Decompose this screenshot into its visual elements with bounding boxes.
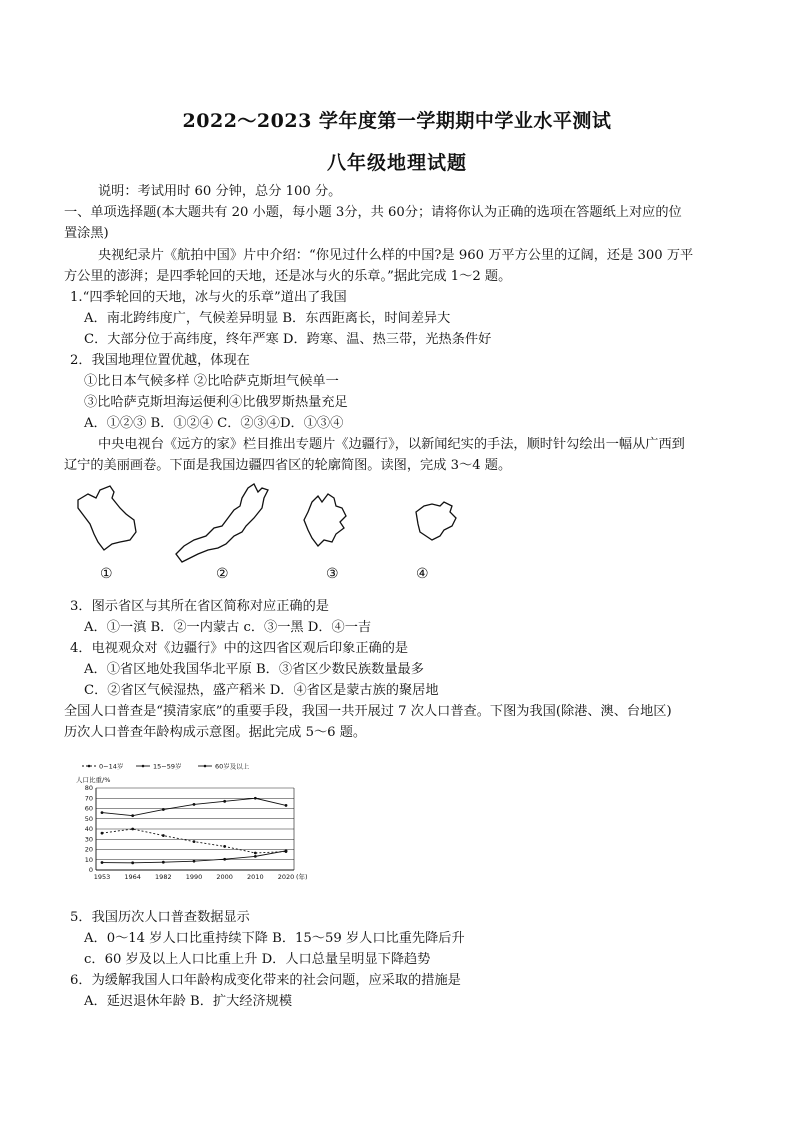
question-2-options: A．①②③ B．①②④ C．②③④D．①③④ (84, 416, 344, 431)
legend-label: 0~14岁 (99, 762, 124, 771)
province-outline-4 (416, 502, 456, 540)
data-point (101, 811, 104, 814)
question-1-options: C．大部分位于高纬度，终年严寒 D．跨寒、温、热三带，光热条件好 (84, 332, 492, 347)
province-outline-maps (64, 478, 484, 586)
question-3: 3．图示省区与其所在省区简称对应正确的是 (70, 599, 329, 614)
y-axis-label: 人口比重/% (76, 776, 111, 784)
question-4-options: C．②省区气候湿热，盛产稻米 D．④省区是蒙古族的聚居地 (84, 683, 439, 698)
population-age-chart-svg (74, 760, 314, 895)
section-heading-cont: 置涂黑) (64, 226, 109, 241)
legend-label: 60岁及以上 (215, 762, 250, 771)
x-tick-label: 1982 (155, 873, 172, 881)
data-point (193, 840, 196, 843)
data-point (285, 849, 288, 852)
exam-title: 2022～2023 学年度第一学期期中学业水平测试 (182, 110, 612, 132)
legend-marker (88, 765, 91, 768)
province-outline-3 (304, 494, 346, 546)
y-tick-label: 50 (84, 814, 93, 823)
y-tick-label: 80 (84, 784, 93, 793)
y-tick-label: 70 (84, 794, 93, 803)
question-6: 6．为缓解我国人口年龄构成变化带来的社会问题，应采取的措施是 (70, 973, 461, 988)
question-5-options: c．60 岁及以上人口比重上升 D．人口总量呈明显下降趋势 (84, 952, 431, 967)
x-unit-label: (年) (296, 873, 308, 881)
question-2-statements: ①比日本气候多样 ②比哈萨克斯坦气候单一 (84, 374, 339, 389)
question-4: 4．电视观众对《边疆行》中的这四省区观后印象正确的是 (70, 641, 409, 656)
map-label-1: ① (100, 566, 113, 582)
x-tick-label: 2020 (277, 873, 295, 881)
legend-label: 15~59岁 (153, 762, 182, 771)
data-point (285, 804, 288, 807)
data-point (254, 852, 257, 855)
data-point (254, 855, 257, 858)
y-tick-label: 60 (84, 804, 93, 813)
data-point (162, 861, 165, 864)
x-tick-label: 1964 (124, 873, 141, 881)
question-4-options: A．①省区地处我国华北平原 B．③省区少数民族数量最多 (84, 662, 424, 677)
data-point (223, 858, 226, 861)
legend-marker (204, 765, 207, 768)
y-tick-label: 30 (84, 835, 93, 844)
question-1: 1.“四季轮回的天地，冰与火的乐章”道出了我国 (70, 290, 347, 305)
section-heading: 一、单项选择题(本大题共有 20 小题，每小题 3分，共 60分；请将你认为正确的选项在答题纸上对应的位 (64, 205, 682, 220)
data-point (131, 828, 134, 831)
data-point (193, 803, 196, 806)
data-point (101, 861, 104, 864)
series-line-2 (102, 798, 286, 815)
passage-line: 历次人口普查年龄构成示意图。据此完成 5～6 题。 (64, 725, 367, 740)
map-label-2: ② (216, 566, 229, 582)
question-1-options: A．南北跨纬度广，气候差异明显 B．东西距离长，时间差异大 (84, 311, 451, 326)
passage-line: 方公里的澎湃；是四季轮回的天地，还是冰与火的乐章。”据此完成 1～2 题。 (64, 269, 512, 284)
passage-line: 央视纪录片《航拍中国》片中介绍：“你见过什么样的中国?是 960 万平方公里的辽阔，还是 300 万平 (98, 248, 694, 263)
data-point (131, 814, 134, 817)
passage-line: 中央电视台《远方的家》栏目推出专题片《边疆行》，以新闻纪实的手法，顺时针勾绘出一幅从广西到 (98, 437, 685, 452)
passage-line: 全国人口普查是“摸清家底”的重要手段，我国一共开展过 7 次人口普查。下图为我国(除港、澳、台地区) (64, 704, 672, 719)
x-tick-label: 2010 (247, 873, 264, 881)
y-tick-label: 20 (84, 845, 93, 854)
population-age-chart (74, 760, 314, 895)
y-tick-label: 10 (84, 855, 93, 864)
province-outline-2 (176, 484, 268, 562)
question-6-options: A．延迟退休年龄 B．扩大经济规模 (84, 994, 293, 1009)
x-tick-label: 1953 (93, 873, 111, 881)
data-point (223, 845, 226, 848)
data-point (101, 832, 104, 835)
data-point (131, 861, 134, 864)
legend-marker (142, 765, 145, 768)
province-outline-1 (78, 486, 136, 550)
data-point (254, 797, 257, 800)
question-5-options: A．0～14 岁人口比重持续下降 B．15～59 岁人口比重先降后升 (84, 931, 465, 946)
data-point (193, 860, 196, 863)
question-5: 5．我国历次人口普查数据显示 (70, 910, 250, 925)
data-point (162, 834, 165, 837)
map-label-4: ④ (416, 566, 429, 582)
question-2-statements: ③比哈萨克斯坦海运便利④比俄罗斯热量充足 (84, 395, 348, 410)
passage-line: 辽宁的美丽画卷。下面是我国边疆四省区的轮廓简图。读图，完成 3～4 题。 (64, 458, 512, 473)
x-tick-label: 2000 (216, 873, 233, 881)
y-tick-label: 40 (84, 825, 93, 834)
question-2: 2．我国地理位置优越，体现在 (70, 353, 250, 368)
x-tick-label: 1990 (185, 873, 203, 881)
data-point (162, 808, 165, 811)
data-point (223, 800, 226, 803)
exam-note: 说明：考试用时 60 分钟，总分 100 分。 (98, 184, 342, 199)
question-3-options: A．①一滇 B．②一内蒙古 c．③一黑 D．④一吉 (84, 620, 372, 635)
y-tick-label: 0 (88, 866, 93, 875)
map-label-3: ③ (326, 566, 339, 582)
exam-subtitle: 八年级地理试题 (326, 152, 467, 174)
